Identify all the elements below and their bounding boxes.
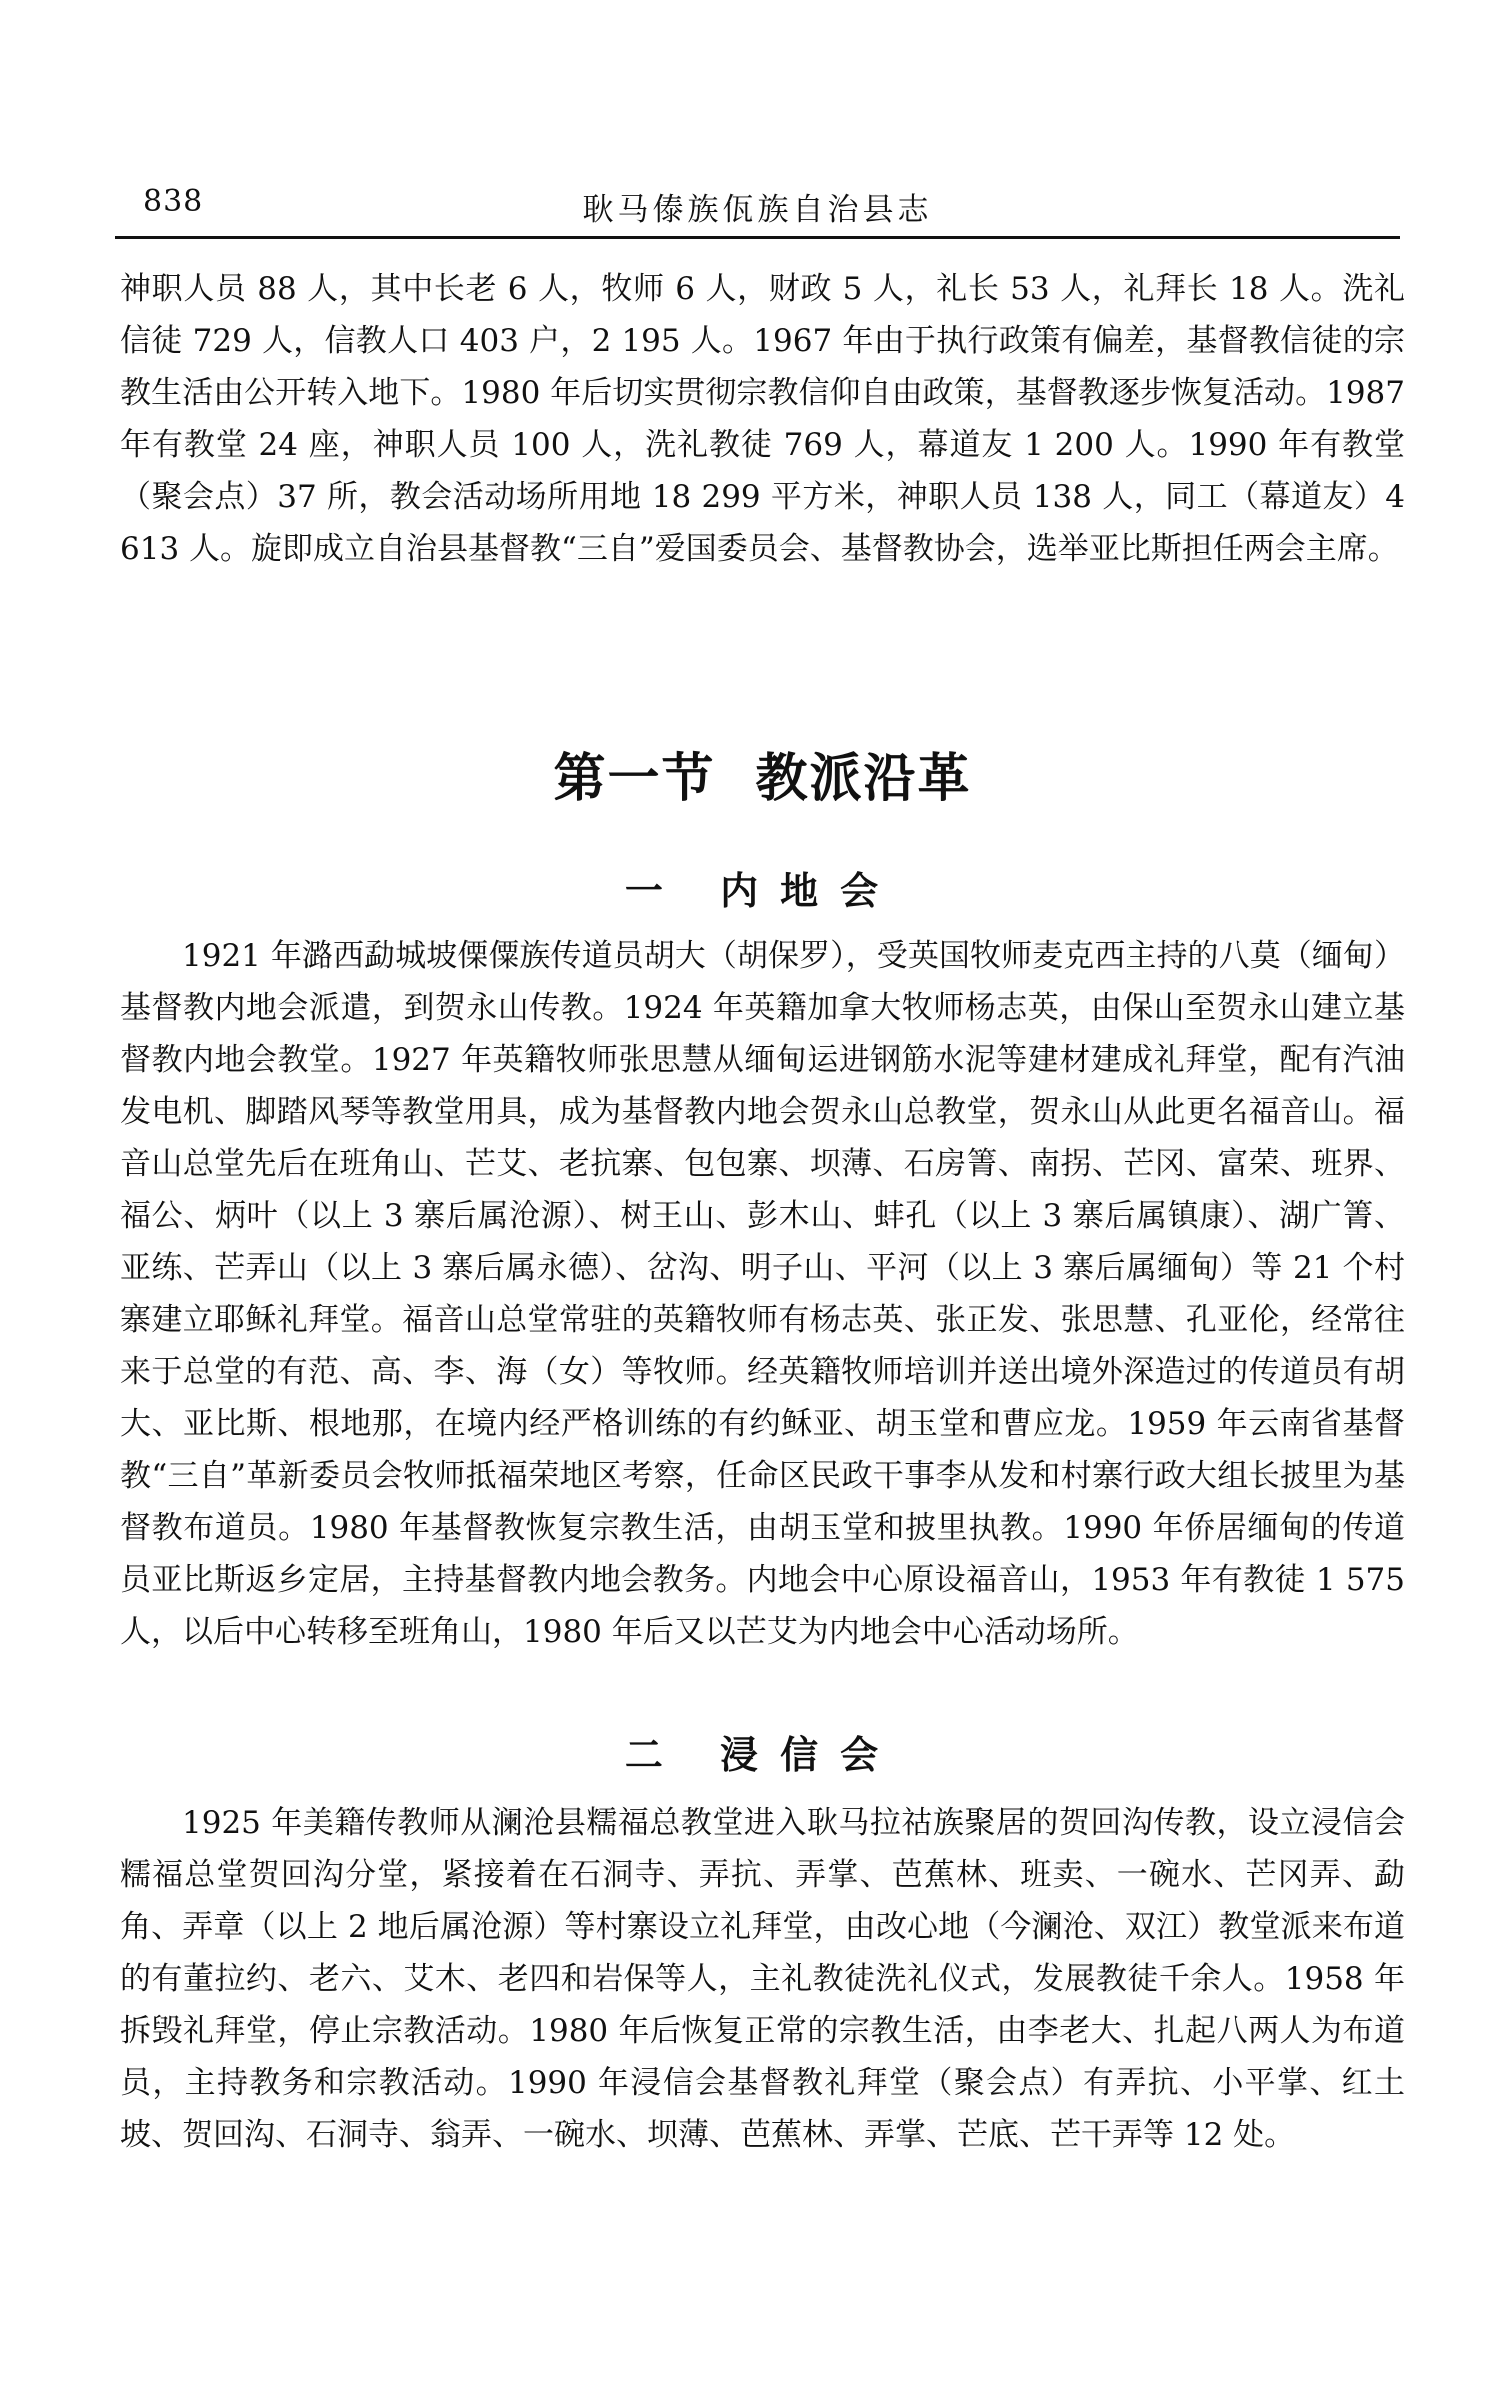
inland-mission-paragraph: 1921 年潞西勐城坡傈僳族传道员胡大（胡保罗），受英国牧师麦克西主持的八莫（缅甸）基督教内地会派遣，到贺永山传教。1924 年英籍加拿大牧师杨志英，由保山至贺永山建立基督教内地会教堂。1927 年英籍牧师张思慧从缅甸运进钢筋水泥等建材建成礼拜堂，配有汽油发电机、脚踏风琴等教堂用具，成为基督教内地会贺永山总教堂，贺永山从此更名福音山。福音山总堂先后在班角山、芒艾、老抗寨、包包寨、坝薄、石房箐、南拐、芒冈、富荣、班界、福公、炳叶（以上 3 寨后属沧源）、树王山、彭木山、蚌孔（以上 3 寨后属镇康）、湖广箐、亚练、芒弄山（以上 3 寨后属永德）、岔沟、明子山、平河（以上 3 寨后属缅甸）等 21 个村寨建立耶稣礼拜堂。福音山总堂常驻的英籍牧师有杨志英、张正发、张思慧、孔亚伦，经常往来于总堂的有范、高、李、海（女）等牧师。经英籍牧师培训并送出境外深造过的传道员有胡大、亚比斯、根地那，在境内经严格训练的有约稣亚、胡玉堂和曹应龙。1959 年云南省基督教“三自”革新委员会牧师抵福荣地区考察，任命区民政干事李从发和村寨行政大组长披里为基督教布道员。1980 年基督教恢复宗教生活，由胡玉堂和披里执教。1990 年侨居缅甸的传道员亚比斯返乡定居，主持基督教内地会教务。内地会中心原设福音山，1953 年有教徒 1 575 人，以后中心转移至班角山，1980 年后又以芒艾为内地会中心活动场所。: [120, 938, 1405, 1650]
subsection-title-baptist-mission: 二 浸信会: [624, 1732, 901, 1777]
baptist-mission-paragraph: 1925 年美籍传教师从澜沧县糯福总教堂进入耿马拉祜族聚居的贺回沟传教，设立浸信会糯福总堂贺回沟分堂，紧接着在石洞寺、弄抗、弄掌、芭蕉林、班卖、一碗水、芒冈弄、勐角、弄章（以上 2 地后属沧源）等村寨设立礼拜堂，由改心地（今澜沧、双江）教堂派来布道的有董拉约、老六、艾木、老四和岩保等人，主礼教徒洗礼仪式，发展教徒千余人。1958 年拆毁礼拜堂，停止宗教活动。1980 年后恢复正常的宗教生活，由李老大、扎起八两人为布道员，主持教务和宗教活动。1990 年浸信会基督教礼拜堂（聚会点）有弄抗、小平掌、红土坡、贺回沟、石洞寺、翁弄、一碗水、坝薄、芭蕉林、弄掌、芒底、芒干弄等 12 处。: [120, 1805, 1405, 2153]
section-title: 第一节 教派沿革: [553, 749, 972, 809]
running-header: [115, 180, 1400, 239]
book-title: 耿马傣族佤族自治县志: [582, 192, 933, 228]
intro-paragraph: 神职人员 88 人，其中长老 6 人，牧师 6 人，财政 5 人，礼长 53 人，礼拜长 18 人。洗礼信徒 729 人，信教人口 403 户，2 195 人。1967 年由于执行政策有偏差，基督教信徒的宗教生活由公开转入地下。1980 年后切实贯彻宗教信仰自由政策，基督教逐步恢复活动。1987 年有教堂 24 座，神职人员 100 人，洗礼教徒 769 人，幕道友 1 200 人。1990 年有教堂（聚会点）37 所，教会活动场所用地 18 299 平方米，神职人员 138 人，同工（幕道友）4 613 人。旋即成立自治县基督教“三自”爱国委员会、基督教协会，选举亚比斯担任两会主席。: [120, 271, 1405, 567]
subsection-title-inland-mission: 一 内地会: [624, 868, 901, 913]
page-number: 838: [143, 184, 204, 219]
